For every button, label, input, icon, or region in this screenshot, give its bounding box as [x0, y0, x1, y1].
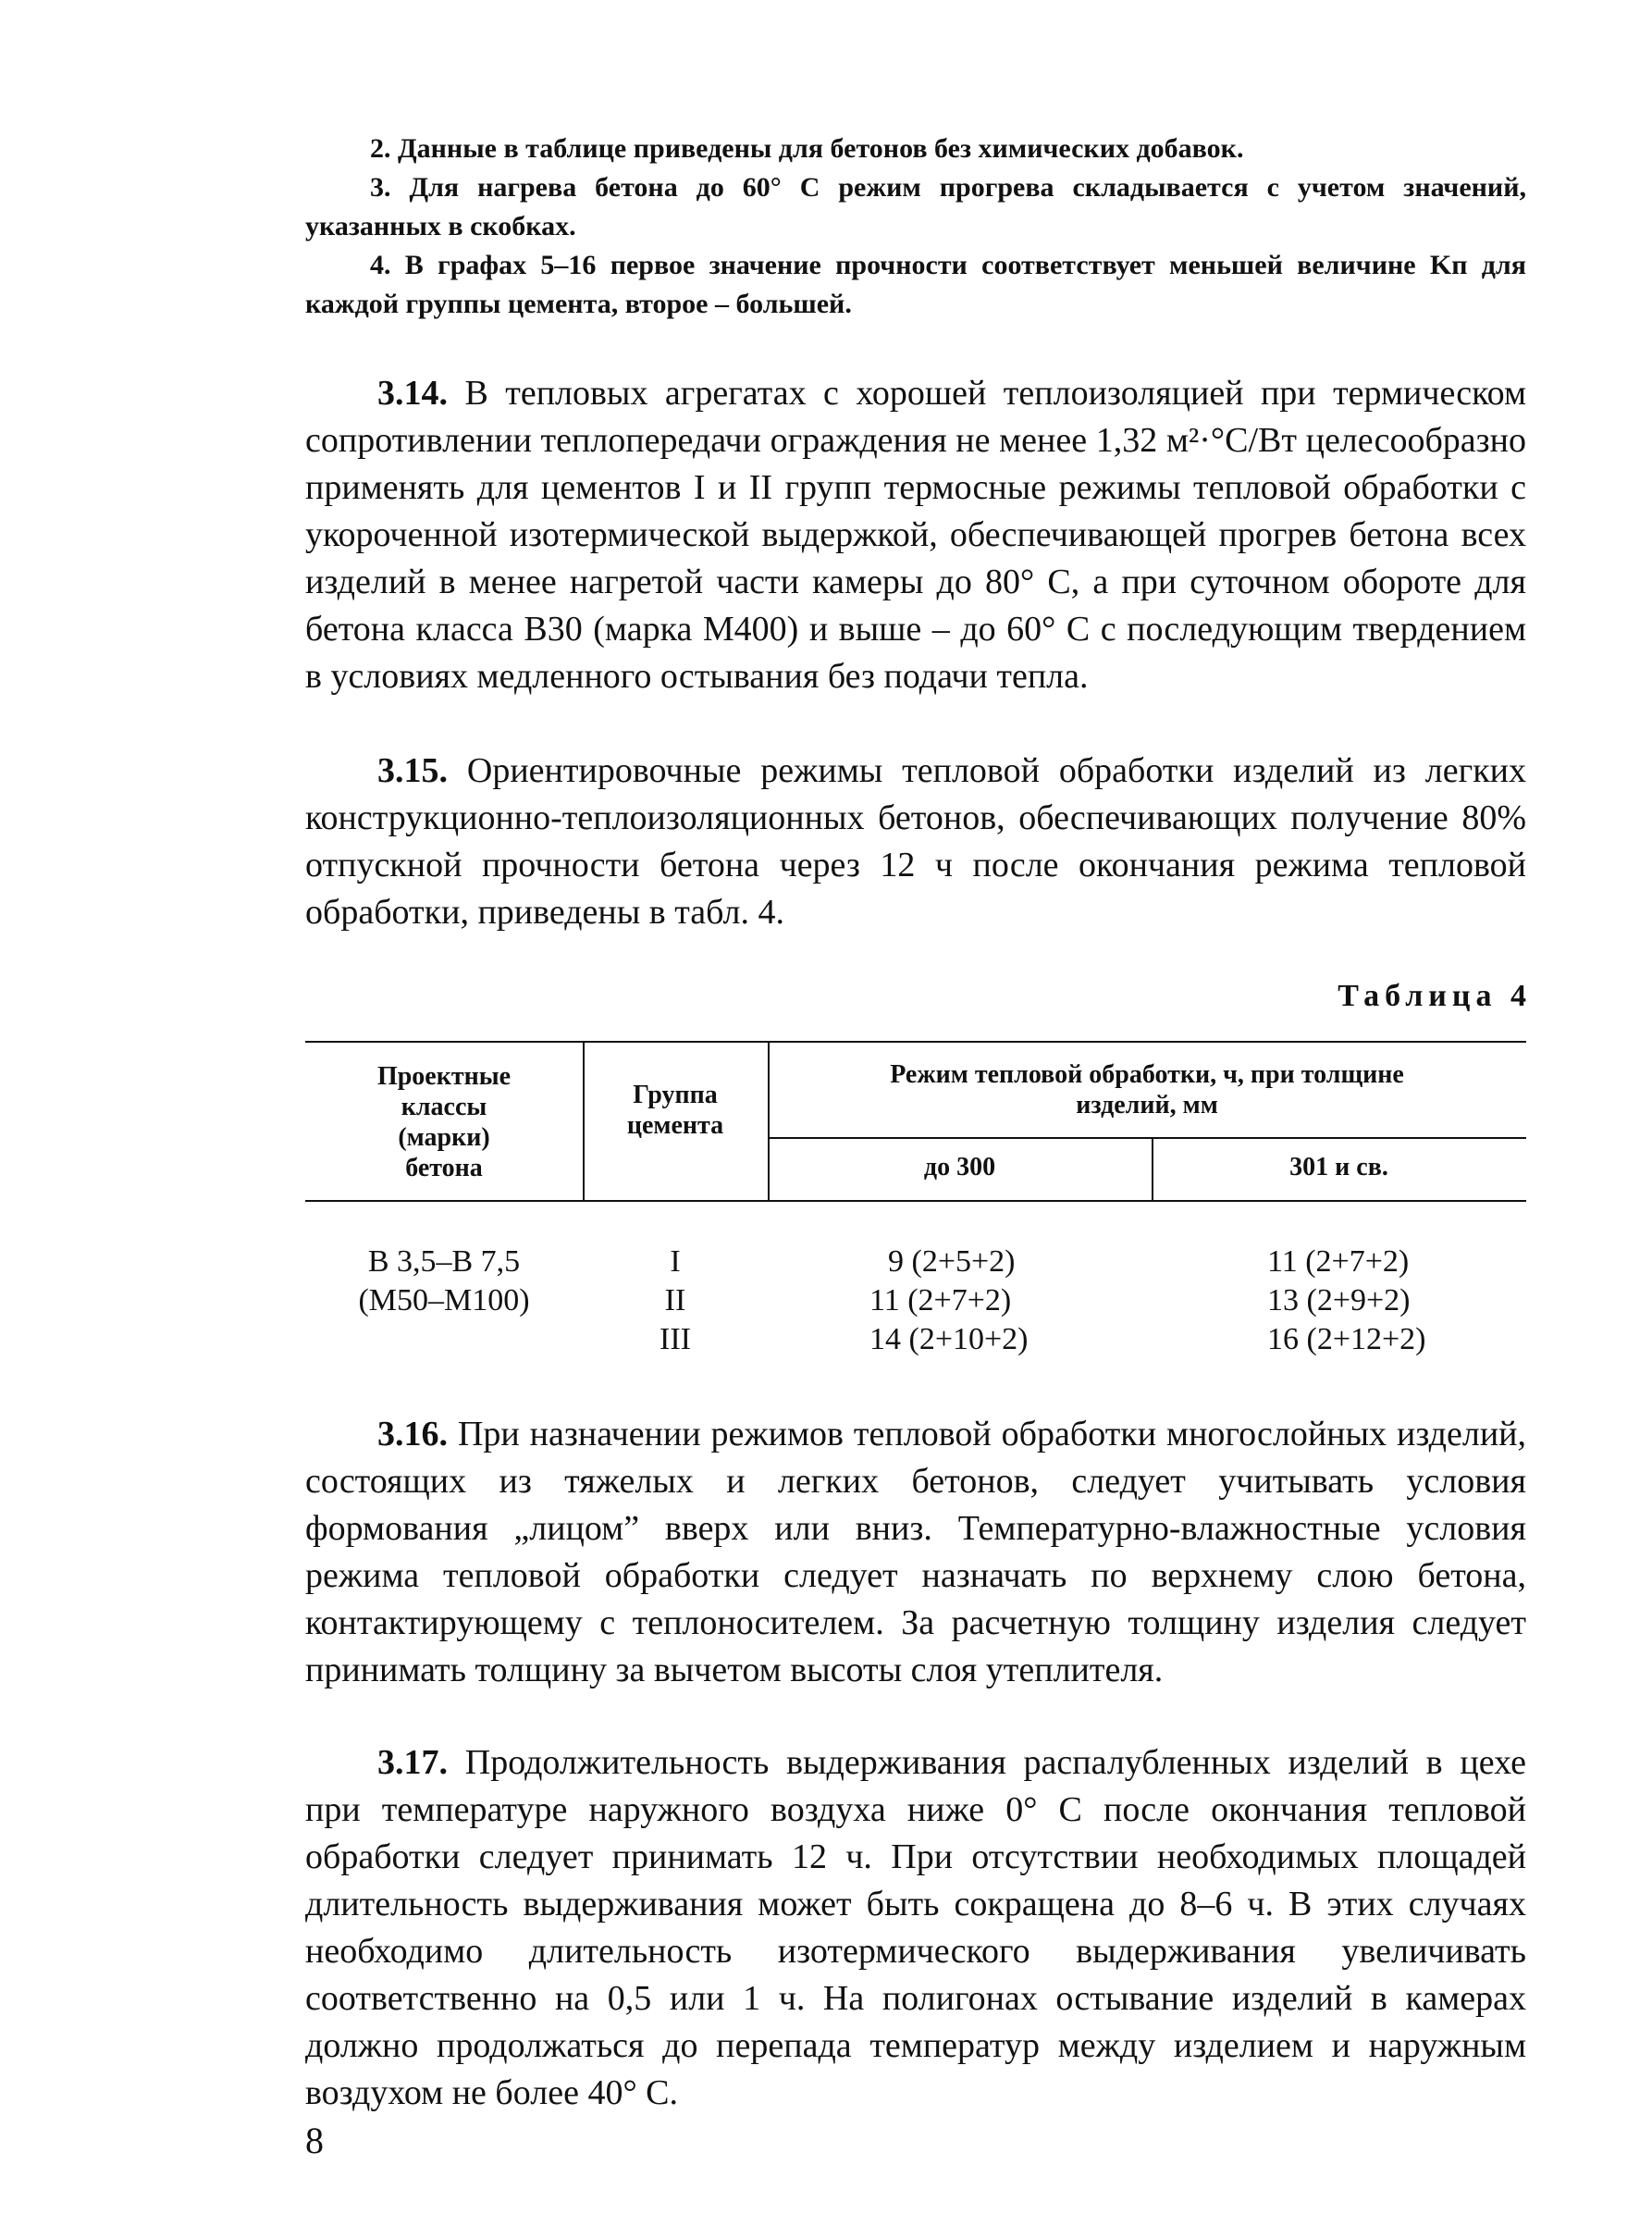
paragraph-3-14: [305, 370, 1526, 700]
table-row: 9 (2+5+2): [888, 1244, 1016, 1279]
table-notes: [305, 130, 1526, 324]
table-row: I: [670, 1244, 681, 1279]
note-2: 2. Данные в таблице приведены для бетонов без химических добавок.: [370, 133, 1244, 164]
table-row: 11 (2+7+2): [869, 1283, 1012, 1317]
table-cell-over-300: [1267, 1243, 1526, 1359]
page-number: 8: [305, 2120, 324, 2161]
paragraph-text: При назначении режимов тепловой обработки многослойных изделий, состоящих из тяжелых и легких бетонов, следует учитывать условия формования „лицом” вверх или вниз. Температурно-влажностные условия режима тепловой обработки следует назначать по верхнему слою бетона, контактирующему с теплоносителем. За расчетную толщину изделия следует принимать толщину за вычетом высоты слоя утеплителя.: [305, 1415, 1526, 1689]
table-top-rule: [305, 1041, 1526, 1043]
table-row: 16 (2+12+2): [1267, 1322, 1426, 1356]
table-row: 14 (2+10+2): [869, 1322, 1029, 1356]
table-cell-upto-300: [869, 1243, 1147, 1359]
paragraph-number: 3.14.: [377, 374, 448, 413]
header-class: Проектные классы (марки) бетона: [376, 1062, 512, 1182]
paragraph-text: Продолжительность выдерживания распалубленных изделий в цехе при температуре наружного воздуха ниже 0° С после окончания тепловой обработки следует принимать 12 ч. При отсутствии необходимых площадей длительность выдерживания может быть сокращена до 8–6 ч. В этих случаях необходимо длительность изотермического выдерживания увеличивать соответственно на 0,5 или 1 ч. На полигонах остывание изделий в камерах должно продолжаться до перепада температур между изделием и наружным воздухом не более 40° С.: [305, 1743, 1526, 2112]
table-row: III: [660, 1322, 691, 1356]
table-header-rule: [305, 1200, 1526, 1202]
table-cell-groups: [583, 1243, 768, 1359]
paragraph-3-16: [305, 1411, 1526, 1694]
note-3: 3. Для нагрева бетона до 60° С режим прогрева складывается с учетом значений, указанных в скобках.: [305, 172, 1526, 241]
paragraph-3-17: [305, 1739, 1526, 2117]
table-title: Таблица 4: [1338, 979, 1532, 1013]
table-cell-class: В 3,5–В 7,5 (М50–М100): [358, 1244, 530, 1317]
table-row: II: [664, 1283, 686, 1317]
paragraph-number: 3.15.: [377, 751, 448, 790]
paragraph-text: В тепловых агрегатах с хорошей теплоизоляцией при термическом сопротивлении теплопередачи ограждения не менее 1,32 м²·°С/Вт целесообразно применять для цементов I и II групп термосные режимы тепловой обработки с укороченной изотермической выдержкой, обеспечивающей прогрев бетона всех изделий в менее нагретой части камеры до 80° С, а при суточном обороте для бетона класса В30 (марка М400) и выше – до 60° С с последующим твердением в условиях медленного остывания без подачи тепла.: [305, 374, 1526, 696]
header-sub-rule: [768, 1137, 1526, 1139]
table-row: 11 (2+7+2): [1267, 1244, 1410, 1279]
header-regime: Режим тепловой обработки, ч, при толщине изделий, мм: [890, 1060, 1404, 1119]
paragraph-number: 3.17.: [377, 1743, 448, 1782]
paragraph-3-15: [305, 748, 1526, 936]
paragraph-number: 3.16.: [377, 1415, 448, 1453]
paragraph-text: Ориентировочные режимы тепловой обработки изделий из легких конструкционно-теплоизоляционных бетонов, обеспечивающих получение 80% отпускной прочности бетона через 12 ч после окончания режима тепловой обработки, приведены в табл. 4.: [305, 751, 1526, 932]
table-row: 13 (2+9+2): [1267, 1283, 1411, 1317]
note-4: 4. В графах 5–16 первое значение прочности соответствует меньшей величине Kп для каждой группы цемента, второе – большей.: [305, 250, 1526, 319]
header-cement-group: Группа цемента: [626, 1081, 724, 1140]
header-over-300: 301 и св.: [1289, 1153, 1388, 1181]
header-upto-300: до 300: [923, 1153, 996, 1181]
